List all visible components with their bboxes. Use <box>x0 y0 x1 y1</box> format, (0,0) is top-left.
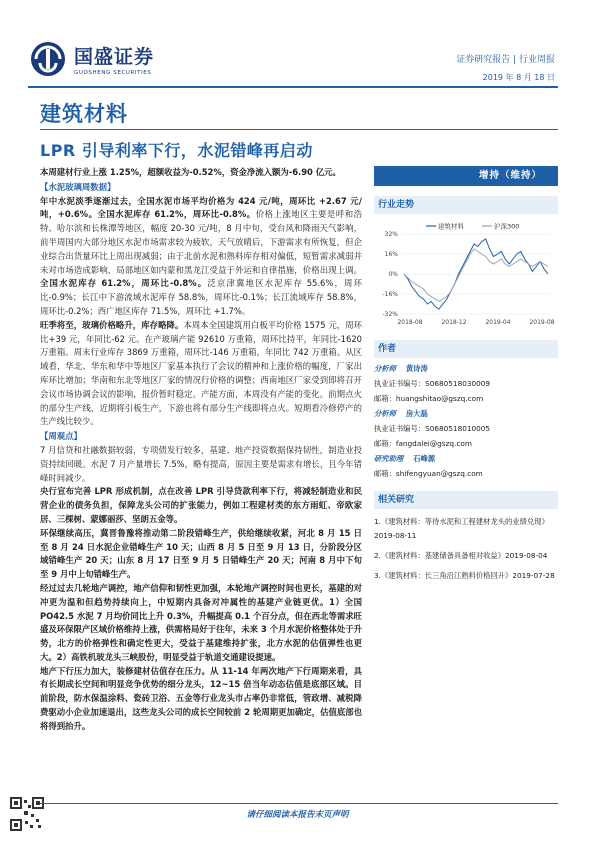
author-item <box>374 406 558 451</box>
footer-disclaimer: 请仔细阅读本报告末页声明 <box>246 810 349 820</box>
right-column <box>374 166 558 583</box>
x-tick-label: 2018-12 <box>441 319 467 326</box>
y-tick-label: -16% <box>382 291 398 298</box>
report-title: LPR 引导利率下行，水泥错峰再启动 <box>40 141 313 160</box>
related-text[interactable]: 3.《建筑材料：长三角沿江熟料价格回升》 <box>374 571 513 580</box>
cement-paragraph <box>40 195 362 319</box>
author-role: 研究助理 <box>374 454 404 463</box>
trend-title: 行业走势 <box>374 196 558 214</box>
related-item[interactable] <box>374 549 558 563</box>
header-divider <box>28 86 558 88</box>
x-tick-label: 2018-08 <box>397 319 423 326</box>
related-item[interactable] <box>374 515 558 543</box>
trend-chart-svg <box>374 218 558 330</box>
summary: 本周建材行业上涨 1.25%，超额收益为-0.52%，资金净流入额为-6.90 亿元。 <box>40 167 341 177</box>
view-paragraph-5: 地产下行压力加大，装修建材估值存在压力。从 11-14 年两次地产下行周期来看，具有长期成长空间和明显竞争优势的细分龙头，12~15 倍当年动态估值是底部区域。目前阶段，防水保温涂料、瓷砖卫浴、五金等行业龙头市占率仍非常低，管政增、减税降费驱动小企业加速退出，这些龙头公司的成长空间较前 2 轮周期更加确定，估值底部也将得到抬升。 <box>40 665 362 731</box>
author-item <box>374 361 558 406</box>
author-title: 作者 <box>374 340 558 358</box>
y-tick-label: 16% <box>384 251 398 258</box>
trend-chart <box>374 218 558 330</box>
y-tick-label: 32% <box>384 231 398 238</box>
view-paragraph-4: 经过过去几轮地产调控，地产信仰和韧性更加强，本轮地产调控时间也更长，基建的对冲更为温和但趋势持续向上，中短期内具备对冲属性的基建产业链更优。1）全国 PO42.5 水泥 7 月均价同比上升 0.3%，升幅提高 0.1 个百分点，但在西北等需求旺盛及环保限产区域价格维持上涨，供需格局好于往年，未来 3 个月水泥价格整体处于升势，北方的价格弹性和确定性更大，受益于基建维持扩张，北方水泥的估值弹性也更大。2）高铁机玻龙头三峡股份，明显受益于轨道交通建设提速。 <box>40 582 362 662</box>
related-date: 2019-08-04 <box>505 551 548 560</box>
author-role: 分析师 <box>374 364 396 373</box>
cement-inventory: 全国水泥库存 61.2%，周环比-0.8%。 <box>40 278 208 289</box>
logo <box>28 40 154 78</box>
author-cert: 执业证书编号：S0680518030009 <box>374 379 491 388</box>
author-item <box>374 451 558 481</box>
report-type: 证券研究报告 | 行业周报 <box>456 55 555 65</box>
x-tick-label: 2019-04 <box>485 319 511 326</box>
y-tick-label: -32% <box>382 311 398 318</box>
related-text[interactable]: 2.《建筑材料：基建储备具备相对收益》 <box>374 551 506 560</box>
view-paragraph-1: 7 月信贷和社融数据较弱，专项债发行较多，基建、地产投资数据保持韧性，制造业投资持续回暖。水泥 7 月产量增长 7.5%，略有提高，原因主要是需求有增长，且今年错峰时间减少。 <box>40 444 362 483</box>
legend-label-b: 沪深300 <box>494 222 520 231</box>
related-date: 2019-07-28 <box>512 571 555 580</box>
glass-paragraph <box>40 319 362 429</box>
logo-mark-icon <box>28 40 68 78</box>
related-date: 2019-08-11 <box>374 531 417 540</box>
cement-lead: 年中水泥淡季逐渐过去，全国水泥市场平均价格为 424 元/吨，周环比 +2.67 元/吨，+0.6%。全国水泥库存 61.2%，周环比-0.8%。 <box>40 195 362 220</box>
glass-lead: 旺季将至，玻璃价格略升，库存略降。 <box>40 319 184 330</box>
footer-divider <box>40 803 558 804</box>
related-text[interactable]: 1.《建筑材料：等待水泥和工程建材龙头的业绩兑现》 <box>374 517 549 526</box>
logo-name: 国盛证券 <box>74 46 155 68</box>
author-email[interactable]: 邮箱：shifengyuan@gszq.com <box>374 469 483 478</box>
series-line-csi300 <box>404 249 548 302</box>
author-name: 房大磊 <box>405 409 428 418</box>
author-list <box>374 361 558 481</box>
author-role: 分析师 <box>374 409 396 418</box>
cement-text: 价格上涨地区主要是呼和浩特、哈尔滨和长株潭等地区，幅度 20-30 元/吨，8 月中旬，受台风和降雨天气影响，前半周国内大部分地区水泥市场需求较为疲软，天气放晴后，下游需求有所恢复，但企业综合出货量环比上周出现减弱；由于北前水泥和熟料库存相对偏低，短暂需求减弱并未对市场造成影响，局部地区如内蒙和黑龙江受益于外运和自律措施，价格出现上调。 <box>40 209 363 275</box>
author-email[interactable]: 邮箱：huangshitao@gszq.com <box>374 394 484 403</box>
x-tick-label: 2019-08 <box>529 319 555 326</box>
author-name: 石峰源 <box>413 454 436 463</box>
cement-tail: 泛京津冀地区水泥库存 55.6%，周环比-0.9%；长江中下游流域水泥库存 58.8%，周环比-0.1%；长江流域库存 58.8%，周环比-0.2%；西广地区库存 71.5%，周环比 +1.7%。 <box>40 278 362 316</box>
report-date: 2019 年 8 月 18 日 <box>482 73 555 82</box>
view-paragraph-2: 央行宣布完善 LPR 形成机制，点在改善 LPR 引导贷款利率下行，将减轻制造业和民营企业的债务负担，保障龙头公司的扩张能力，例如工程建材类的东方雨虹、帝欧家居、三棵树、蒙娜丽莎、坚朗五金等。 <box>40 486 362 524</box>
related-item[interactable] <box>374 569 558 583</box>
author-email[interactable]: 邮箱：fangdalei@gszq.com <box>374 439 472 448</box>
logo-english: GUOSHENG SECURITIES <box>74 70 152 76</box>
legend-label-a: 建筑材料 <box>438 222 464 231</box>
section-label-data: 【水泥玻璃周数据】 <box>40 181 116 192</box>
view-paragraph-3: 环保继续高压，冀晋鲁豫将推动第二阶段错峰生产，供给继续收紧，河北 8 月 15 日至 8 月 24 日水泥企业错峰生产 10 天；山西 8 月 5 日至 9 月 13 日，分阶段分区域错峰生产 20 天；山东 8 月 17 日至 9 月 5 日错峰生产 20 天；河南 8 月中下旬至 9 月中上旬错峰生产。 <box>40 527 362 580</box>
rating-badge: 增持（维持） <box>374 166 558 186</box>
y-tick-label: 0% <box>388 271 398 278</box>
glass-text: 本周本全国建筑用白板平均价格 1575 元，周环比+39 元，年同比-62 元。在产玻璃产能 92610 万重箱，周环比持平，年同比-1620 万重箱。周末行业库存 3869 万重箱，周环比-146 万重箱，年同比 742 万重箱。从区域看，华北、华东和华中等地区厂家基本执行了会议的精神和上涨价格的幅度，厂家出库环比增加；华南和东北等地区厂家的情况行价格的调整；西南地区厂家受到即将召开会议市场协调会议的影响，报价暂时稳定。产能方面，本周没有产能的变化。前期点火的部分生产线，近期将引板生产，下游也将有部分生产线即将点火。短期看冷修停产的生产线比较少。 <box>40 319 363 427</box>
main-body <box>40 166 362 734</box>
sector-divider <box>40 129 558 130</box>
author-cert: 执业证书编号：S0680518010005 <box>374 424 491 433</box>
author-name: 黄诗涛 <box>405 364 428 373</box>
related-title: 相关研究 <box>374 491 558 509</box>
section-label-view: 【周观点】 <box>40 431 82 442</box>
sector-title: 建筑材料 <box>40 102 128 126</box>
